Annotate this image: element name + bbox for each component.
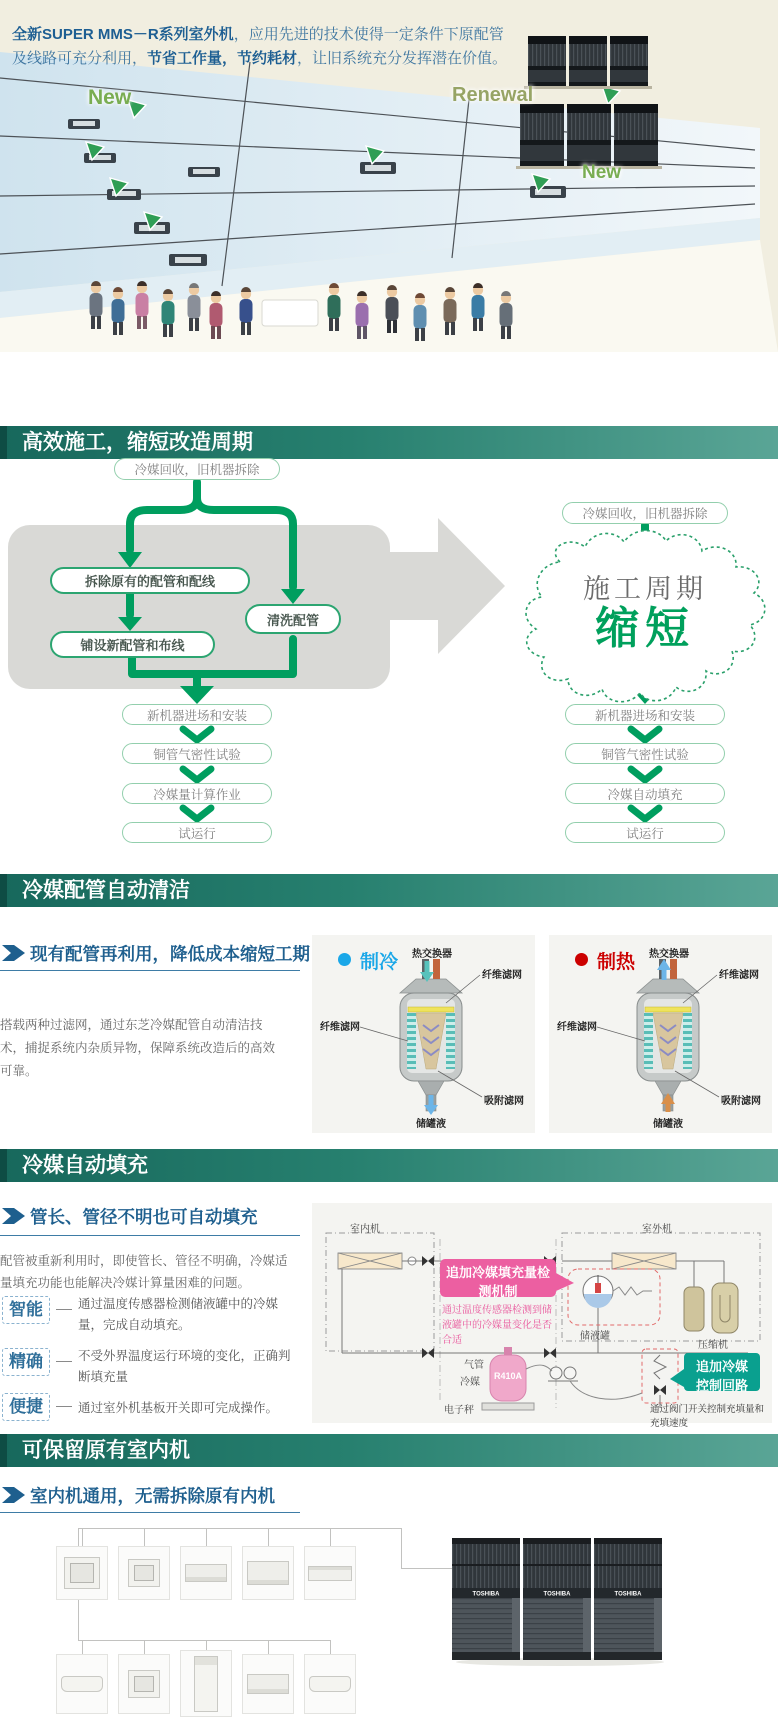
label-tank-liquid: 储罐液 [653,1119,683,1130]
heading-rule [0,1512,300,1513]
connector-line [206,1640,207,1650]
indoor-unit-thumb-cassette-2 [118,1546,170,1600]
desk [262,300,318,326]
outdoor-unit-product-image [452,1538,668,1666]
cleaning-heading-text: 现有配管再利用，降低成本缩短工期 [30,944,310,964]
detect-zone-outline [568,1269,660,1325]
control-callout-text: 追加冷媒控制回路 [695,1359,748,1393]
feature-dash [56,1406,72,1407]
heading-rule [0,1235,300,1236]
flow-left-step-remove: 拆除原有的配管和配线 [50,567,250,594]
label-adsorption-filter: 吸附滤网 [484,1096,524,1107]
cooling-panel [312,935,535,1133]
indoor-unit-thumb-cassette-3 [118,1654,170,1714]
heating-panel [549,935,772,1133]
brand-text: TOSHIBA [472,1591,500,1598]
flow-left-step-4: 试运行 [122,822,272,843]
indoor-unit-thumb-suspended [304,1546,356,1600]
label-gas-pipe: 气管 [464,1360,484,1371]
connector-line [401,1568,455,1569]
indoor-unit-thumb-floor-standing [180,1650,232,1717]
detect-note-text: 通过温度传感器检测到储液罐中的冷媒量变化是否合适 [442,1305,552,1346]
flow-left-step-2: 铜管气密性试验 [122,743,272,764]
banner-title: 冷媒自动填充 [22,1154,148,1177]
connector-line [144,1640,145,1654]
outdoor-module-1 [452,1538,520,1660]
indoor-unit-thumb-wall [56,1654,108,1714]
connector-line [330,1528,331,1546]
label-tank-liquid: 储罐液 [416,1119,446,1130]
label-fiber-filter-left: 纤维滤网 [557,1022,597,1033]
label-outdoor-unit: 室外机 [642,1224,672,1235]
arrow-bullet-icon [2,943,26,963]
label-r410a: R410A [493,1371,522,1381]
section-banner-keep [0,1434,778,1467]
connector-line [82,1528,83,1546]
indoor-unit-thumb-wall-2 [304,1654,356,1714]
feature-chip-accurate: 精确 [2,1348,50,1376]
compressor-1 [684,1287,704,1331]
cloud-line-1: 施工周期 [583,574,707,604]
brand-text: TOSHIBA [543,1591,571,1598]
label-fiber-filter-left: 纤维滤网 [320,1022,360,1033]
flow-right-step-3: 冷媒自动填充 [565,783,725,804]
flow-right-step-2: 铜管气密性试验 [565,743,725,764]
section-banner-filling [0,1149,778,1182]
indoor-heat-exchanger [338,1253,402,1269]
gauge-manifold [548,1367,578,1381]
label-scale: 电子秤 [444,1405,474,1416]
flow-right-step-1: 新机器进场和安装 [565,704,725,725]
connector-line [330,1640,331,1654]
flow-left-step-3: 冷媒量计算作业 [122,783,272,804]
arrow-bullet-icon [2,1485,26,1505]
outdoor-unit-cluster-top [524,36,652,89]
filling-heading-text: 管长、管径不明也可自动填充 [30,1207,258,1227]
outdoor-module-2 [523,1538,591,1660]
cooling-mode-label: 制冷 [360,952,399,973]
connector-line [78,1528,402,1529]
control-zone-outline [642,1349,678,1403]
cleaning-body: 搭载两种过滤网，通过东芝冷媒配管自动清洁技术，捕捉系统内杂质异物，保障系统改造后的高效可靠。 [0,1018,276,1079]
connector-line [78,1640,330,1641]
label-refrigerant: 冷媒 [460,1377,480,1388]
flow-right-start: 冷媒回收，旧机器拆除 [562,502,728,524]
indoor-unit-thumb-cassette [56,1546,108,1600]
renewal-label: Renewal [452,84,534,106]
flow-left-start: 冷媒回收，旧机器拆除 [114,458,280,480]
intro-text-2: ，让旧系统充分发挥潜在价值。 [297,50,508,68]
banner-title: 高效施工，缩短改造周期 [22,431,253,454]
flow-left-step-1: 新机器进场和安装 [122,704,272,725]
feature-desc-accurate: 不受外界温度运行环境的变化，正确判断填充量 [78,1349,291,1385]
connector-line [82,1640,83,1654]
feature-dash [56,1361,72,1362]
indoor-unit-thumb-console [242,1654,294,1714]
banner-title: 冷媒配管自动清洁 [22,879,190,902]
flow-left-step-clean: 清洗配管 [245,604,341,634]
heating-mode-label: 制热 [597,952,636,973]
intro-text-1: ，应用先进的技术使得一定条件下原配管及线路可充分利用， [12,26,504,68]
connector-line [144,1528,145,1546]
new-label-left: New [88,86,132,109]
indoor-unit-thumb-duct [180,1546,232,1600]
flow-left-step-lay: 铺设新配管和布线 [50,631,215,658]
outdoor-module-3 [594,1538,662,1660]
label-heat-exchanger: 热交换器 [412,949,452,960]
feature-chip-convenient: 便捷 [2,1393,50,1421]
intro-paragraph [12,23,512,72]
intro-highlight-1: 全新SUPER MMS－R系列室外机 [12,26,234,43]
section-banner-cleaning [0,874,778,907]
feature-desc-convenient: 通过室外机基板开关即可完成操作。 [78,1401,279,1415]
label-fiber-filter-top: 纤维滤网 [482,970,522,981]
indoor-unit-thumb-duct-large [242,1546,294,1600]
outdoor-heat-exchanger [612,1253,676,1269]
connector-line [401,1528,402,1568]
label-tank: 储液罐 [580,1331,610,1342]
flow-right-step-4: 试运行 [565,822,725,843]
brand-text: TOSHIBA [614,1591,642,1598]
keep-heading-text: 室内机通用，无需拆除原有内机 [30,1486,275,1506]
outdoor-unit-cluster-bottom [516,104,662,169]
detect-callout-text: 追加冷媒填充量检测机制 [445,1265,550,1299]
electronic-scale [482,1403,534,1410]
label-fiber-filter-top: 纤维滤网 [719,970,759,981]
new-label-right: New [582,162,622,183]
connector-line [268,1640,269,1654]
control-note-text: 通过阀门开关控制充填量和充填速度 [650,1404,765,1430]
feature-chip-smart: 智能 [2,1296,50,1324]
feature-desc-smart: 通过温度传感器检测储液罐中的冷媒量，完成自动填充。 [78,1297,279,1333]
hero-section [0,0,778,352]
connector-line [268,1528,269,1546]
compressor-2 [712,1283,738,1333]
label-adsorption-filter: 吸附滤网 [721,1096,761,1107]
label-indoor-unit: 室内机 [350,1224,380,1235]
banner-title: 可保留原有室内机 [22,1439,190,1462]
label-compressor: 压缩机 [698,1340,728,1351]
label-heat-exchanger: 热交换器 [649,949,689,960]
intro-highlight-2: 节省工作量，节约耗材 [147,50,298,68]
cloud-line-2: 缩短 [595,604,695,653]
connector-line [206,1528,207,1546]
feature-dash [56,1309,72,1310]
heading-rule [0,970,300,971]
filling-schematic-panel [312,1203,772,1430]
arrow-bullet-icon [2,1206,26,1226]
filling-body: 配管被重新利用时，即使管长、管径不明确，冷媒适量填充功能也能解决冷媒计算量困难的问题。 [0,1254,288,1290]
cloud-text [560,567,730,652]
